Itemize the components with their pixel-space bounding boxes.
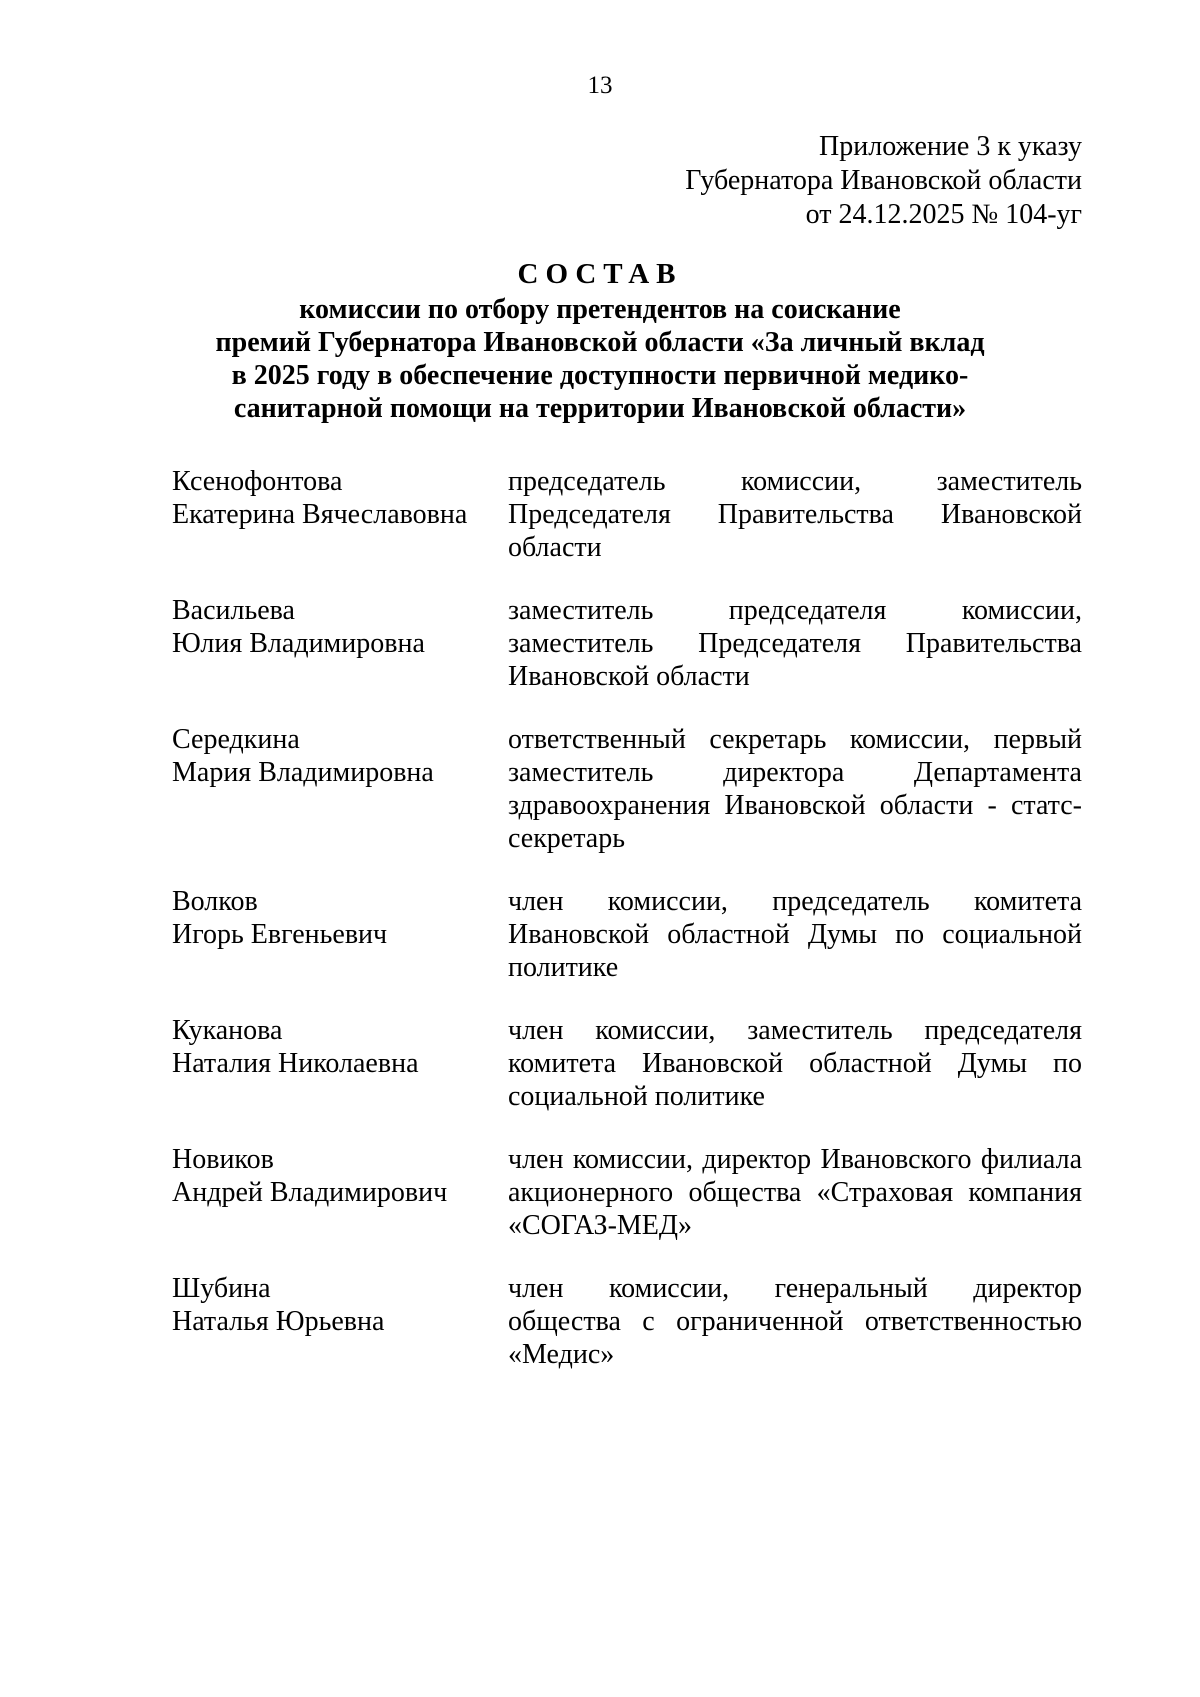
page-number: 13: [587, 72, 613, 99]
member-name: [172, 885, 508, 984]
commission-members-list: [172, 465, 1082, 1401]
member-entry: [172, 465, 1082, 564]
member-given-names: Наталия Николаевна: [172, 1048, 419, 1079]
appendix-line: Приложение 3 к указу: [819, 131, 1082, 162]
member-role: заместитель председателя комиссии, заместитель Председателя Правительства Ивановской области: [508, 595, 1082, 692]
member-entry: [172, 723, 1082, 855]
member-name: [172, 465, 508, 564]
member-given-names: Андрей Владимирович: [172, 1177, 448, 1208]
title-line: в 2025 году в обеспечение доступности первичной медико-: [231, 360, 969, 391]
member-role: член комиссии, председатель комитета Ивановской областной Думы по социальной политике: [508, 886, 1082, 983]
title-line: комиссии по отбору претендентов на соискание: [299, 294, 901, 325]
member-entry: [172, 885, 1082, 984]
member-entry: [172, 594, 1082, 693]
member-surname: Васильева: [172, 595, 295, 626]
member-entry: [172, 1272, 1082, 1371]
member-surname: Шубина: [172, 1273, 271, 1304]
member-given-names: Екатерина Вячеславовна: [172, 499, 468, 530]
member-surname: Волков: [172, 886, 258, 917]
member-name: [172, 1272, 508, 1371]
member-surname: Середкина: [172, 724, 300, 755]
member-role: председатель комиссии, заместитель Председателя Правительства Ивановской области: [508, 466, 1082, 563]
member-name: [172, 1143, 508, 1242]
document-title: [0, 258, 1200, 425]
member-name: [172, 723, 508, 855]
member-role: член комиссии, генеральный директор общества с ограниченной ответственностью «Медис»: [508, 1273, 1082, 1370]
member-name: [172, 594, 508, 693]
member-given-names: Мария Владимировна: [172, 757, 434, 788]
member-role: член комиссии, заместитель председателя комитета Ивановской областной Думы по социальной политике: [508, 1015, 1082, 1112]
member-role: ответственный секретарь комиссии, первый заместитель директора Департамента здравоохранения Ивановской области - статс-секретарь: [508, 724, 1082, 854]
appendix-line: от 24.12.2025 № 104-уг: [805, 199, 1082, 230]
title-line: санитарной помощи на территории Ивановской области»: [233, 393, 967, 424]
member-surname: Ксенофонтова: [172, 466, 343, 497]
member-name: [172, 1014, 508, 1113]
member-given-names: Игорь Евгеньевич: [172, 919, 388, 950]
member-entry: [172, 1143, 1082, 1242]
appendix-line: Губернатора Ивановской области: [685, 165, 1082, 196]
member-role: член комиссии, директор Ивановского филиала акционерного общества «Страховая компания «СОГАЗ-МЕД»: [508, 1144, 1082, 1241]
member-entry: [172, 1014, 1082, 1113]
member-surname: Куканова: [172, 1015, 283, 1046]
appendix-reference: [685, 130, 1082, 232]
member-surname: Новиков: [172, 1144, 274, 1175]
member-given-names: Наталья Юрьевна: [172, 1306, 385, 1337]
title-heading: СОСТАВ: [517, 258, 683, 290]
member-given-names: Юлия Владимировна: [172, 628, 425, 659]
title-line: премий Губернатора Ивановской области «За личный вклад: [215, 327, 985, 358]
